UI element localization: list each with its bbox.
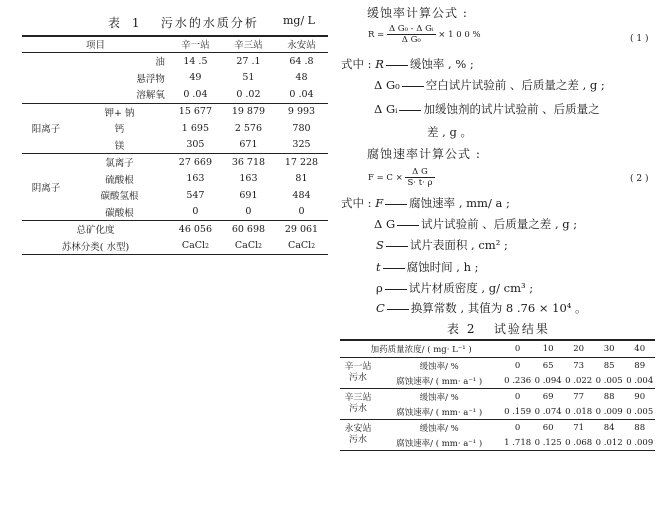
- cell: 1 .718: [504, 437, 532, 448]
- symbol: ρ: [376, 281, 383, 295]
- cell: 0 .159: [504, 406, 532, 417]
- def-G0: [374, 77, 605, 93]
- def-S: [376, 237, 508, 253]
- def-F: [341, 195, 510, 211]
- symbol: F: [375, 196, 384, 210]
- cell: 0 .068: [565, 437, 593, 448]
- cell: 2 576: [234, 122, 263, 134]
- row-label: 悬浮物: [136, 73, 165, 85]
- symbol: t: [376, 260, 381, 274]
- table2-caption: 试验结果: [493, 322, 550, 336]
- cell: 88: [594, 389, 625, 405]
- cell: 0 .005: [595, 375, 623, 386]
- table-row: [340, 435, 655, 451]
- cell: [169, 238, 222, 255]
- row-label: 总矿化度: [22, 221, 169, 238]
- formula1-tail: × 1 0 0 %: [438, 30, 481, 40]
- water-type: CaCl: [287, 240, 312, 252]
- definition: 试片表面积 , cm² ;: [409, 238, 508, 252]
- cell: 0 .012: [595, 437, 623, 448]
- cell: 1 695: [181, 122, 209, 134]
- subscript: 2: [311, 243, 316, 251]
- cell: 671: [239, 139, 258, 151]
- formula2-number: ( 2 ): [630, 174, 649, 184]
- cell: 71: [563, 420, 594, 436]
- definition: 腐蚀时间 , h ;: [406, 260, 479, 274]
- row-label: 钙: [114, 124, 125, 136]
- dash: [386, 65, 408, 66]
- table2-title: [447, 320, 550, 337]
- formula1-fraction: [387, 24, 436, 45]
- cell: 0 .074: [534, 406, 562, 417]
- formula2-lhs: F = C ×: [368, 173, 403, 183]
- table-row: [22, 238, 328, 255]
- symbol: S: [376, 238, 384, 252]
- def-R: [341, 56, 474, 72]
- row-label: 硫酸根: [105, 174, 134, 186]
- row-label: 碳酸根: [105, 207, 134, 219]
- cell: 547: [186, 189, 205, 201]
- subscript: 2: [258, 243, 262, 251]
- table-row: [22, 70, 328, 87]
- table-row: [22, 154, 328, 171]
- cell: 77: [563, 389, 594, 405]
- group-label: 辛一站 污水: [344, 362, 372, 383]
- row-label: 氯离子: [70, 154, 169, 171]
- cell: 9 993: [275, 103, 328, 120]
- formula2-title: 腐蚀速率计算公式 :: [367, 147, 481, 161]
- symbol: Δ Gᵢ: [374, 102, 398, 116]
- cell: 0 .02: [236, 88, 261, 100]
- symbol: R: [375, 57, 384, 71]
- cell: 51: [242, 72, 255, 84]
- definition: 试片材质密度 , g/ cm³ ;: [408, 281, 534, 295]
- dose-col: 40: [624, 340, 655, 358]
- row-label: 腐蚀速率/ ( mm· a⁻¹ ): [396, 376, 483, 387]
- where-label: 式中 :: [341, 57, 372, 71]
- row-label: 油: [155, 57, 165, 69]
- def-C: [376, 300, 587, 316]
- water-quality-table: [22, 36, 328, 255]
- cell: [275, 238, 328, 255]
- formula2-fraction: [405, 167, 434, 188]
- row-label: 钾+ 钠: [70, 103, 169, 120]
- dose-col: 10: [533, 340, 564, 358]
- def-Gi-cont: 差 , g 。: [427, 125, 472, 139]
- cell: 780: [292, 122, 311, 134]
- where-label: 式中 :: [341, 196, 372, 210]
- cell: 64 .8: [289, 55, 314, 67]
- cell: 0: [192, 206, 199, 218]
- cell: 60: [533, 420, 564, 436]
- table-row: [22, 86, 328, 103]
- cell: 14 .5: [183, 55, 208, 67]
- cell: 65: [542, 360, 554, 371]
- cell: 0: [298, 206, 305, 218]
- row-label: 腐蚀速率/ ( mm· a⁻¹ ): [396, 407, 483, 418]
- cell: 484: [292, 189, 311, 201]
- cell: 48: [295, 72, 308, 84]
- anion-group-label: 阴离子: [22, 154, 70, 221]
- symbol: C: [376, 301, 385, 315]
- cell: 0 .125: [534, 437, 562, 448]
- table-row: [22, 103, 328, 120]
- def-t: [376, 259, 479, 275]
- cell: 691: [239, 189, 258, 201]
- cell: 0 .022: [565, 375, 593, 386]
- cell: 0: [502, 389, 533, 405]
- formula2: [368, 167, 435, 188]
- cell: 0: [245, 206, 252, 218]
- table-row: [22, 221, 328, 238]
- table1-unit: mg/ L: [283, 14, 315, 27]
- water-type: CaCl: [181, 240, 206, 252]
- row-label: 缓蚀率/ %: [376, 420, 502, 436]
- dose-col: 0: [502, 340, 533, 358]
- formula2-denominator: S· t· ρ: [407, 178, 433, 188]
- cell: 60 698: [222, 221, 275, 238]
- cell: 0 .236: [504, 375, 532, 386]
- dose-col: 20: [563, 340, 594, 358]
- cell: 0 .04: [183, 88, 208, 100]
- dash: [385, 289, 407, 290]
- cell: 305: [186, 139, 205, 151]
- row-label: 缓蚀率/ %: [376, 389, 502, 405]
- table2-header-label: 加药质量浓度/ ( mg· L⁻¹ ): [340, 340, 502, 358]
- cell: 27 669: [169, 154, 222, 171]
- cell: 0 .094: [534, 375, 562, 386]
- cell: 85: [603, 360, 615, 371]
- group-label: 永安站 污水: [340, 420, 376, 451]
- cell: 29 061: [275, 221, 328, 238]
- formula2-numerator: Δ G: [405, 167, 434, 178]
- def-G: [374, 216, 577, 232]
- cell: 0 .009: [626, 437, 654, 448]
- table1-number: 表 1: [108, 16, 144, 30]
- cell: [222, 238, 275, 255]
- cell: 17 228: [275, 154, 328, 171]
- row-label: 腐蚀速率/ ( mm· a⁻¹ ): [396, 438, 483, 449]
- table-row: [340, 358, 655, 374]
- definition: 试片试验前 、后质量之差 , g ;: [421, 217, 578, 231]
- row-label: 缓蚀率/ %: [419, 361, 459, 372]
- table-row: [22, 53, 328, 70]
- cell: 0 .018: [565, 406, 593, 417]
- table-row: [340, 420, 655, 436]
- cell: 163: [186, 173, 205, 185]
- cell: 0: [502, 420, 533, 436]
- formula1-denominator: Δ G₀: [401, 35, 421, 45]
- test-results-table: [340, 340, 655, 451]
- dash: [385, 204, 407, 205]
- table-row: [340, 389, 655, 405]
- table1-header-col: 永安站: [275, 36, 328, 53]
- cell: 0 .004: [626, 375, 654, 386]
- table1-header-row: [22, 36, 328, 53]
- cell: 325: [292, 139, 311, 151]
- definition: 腐蚀速率 , mm/ a ;: [409, 196, 510, 210]
- definition: 加缓蚀剂的试片试验前 、后质量之: [423, 102, 600, 116]
- definition: 空白试片试验前 、后质量之差 , g ;: [425, 78, 605, 92]
- formula1-title: 缓蚀率计算公式 :: [367, 6, 468, 20]
- formula1-numerator: Δ G₀ - Δ Gᵢ: [388, 24, 434, 34]
- table1-header-item: 项目: [22, 36, 169, 53]
- table-row: [340, 404, 655, 420]
- table-row: [340, 373, 655, 389]
- cell: 27 .1: [236, 55, 261, 67]
- formula1: [368, 24, 481, 45]
- water-type: CaCl: [234, 240, 259, 252]
- formula1-lhs: R =: [368, 30, 385, 40]
- cell: 19 879: [222, 103, 275, 120]
- group-label: 辛三站 污水: [340, 389, 376, 420]
- dash: [402, 86, 424, 87]
- table1-header-col: 辛三站: [222, 36, 275, 53]
- table1-header-col: 辛一站: [169, 36, 222, 53]
- dash: [383, 268, 405, 269]
- cell: 69: [533, 389, 564, 405]
- cell: 0 .009: [595, 406, 623, 417]
- subscript: 2: [205, 243, 209, 251]
- cell: 0 .005: [626, 406, 654, 417]
- table2-header-row: [340, 340, 655, 358]
- cell: 81: [295, 173, 308, 185]
- cell: 90: [624, 389, 655, 405]
- definition: 缓蚀率 , % ;: [409, 57, 474, 71]
- cell: 0: [514, 360, 521, 371]
- formula1-number: ( 1 ): [630, 34, 649, 44]
- cell: 15 677: [169, 103, 222, 120]
- row-label: 镁: [114, 140, 125, 152]
- row-label: 苏林分类( 水型): [61, 241, 130, 253]
- def-rho: [376, 280, 533, 296]
- cell: 49: [189, 72, 202, 84]
- dash: [397, 225, 419, 226]
- dash: [386, 246, 408, 247]
- cation-group-label: 阳离子: [22, 103, 70, 154]
- cell: 36 718: [222, 154, 275, 171]
- cell: 46 056: [169, 221, 222, 238]
- table1-title: [108, 14, 259, 31]
- cell: 73: [573, 360, 585, 371]
- row-label: 溶解氧: [136, 90, 165, 102]
- cell: 0 .04: [289, 88, 314, 100]
- dose-col: 30: [594, 340, 625, 358]
- dash: [399, 110, 421, 111]
- symbol: Δ G₀: [374, 78, 400, 92]
- table1-caption: 污水的水质分析: [160, 16, 259, 30]
- definition: 换算常数 , 其值为 8 .76 × 10⁴ 。: [410, 301, 587, 315]
- symbol: Δ G: [374, 217, 396, 231]
- table2-number: 表 2: [447, 322, 477, 336]
- cell: 84: [594, 420, 625, 436]
- cell: 89: [634, 360, 646, 371]
- cell: 163: [239, 173, 258, 185]
- cell: 88: [624, 420, 655, 436]
- row-label: 碳酸氢根: [100, 191, 139, 203]
- dash: [387, 309, 409, 310]
- def-Gi: [374, 101, 600, 117]
